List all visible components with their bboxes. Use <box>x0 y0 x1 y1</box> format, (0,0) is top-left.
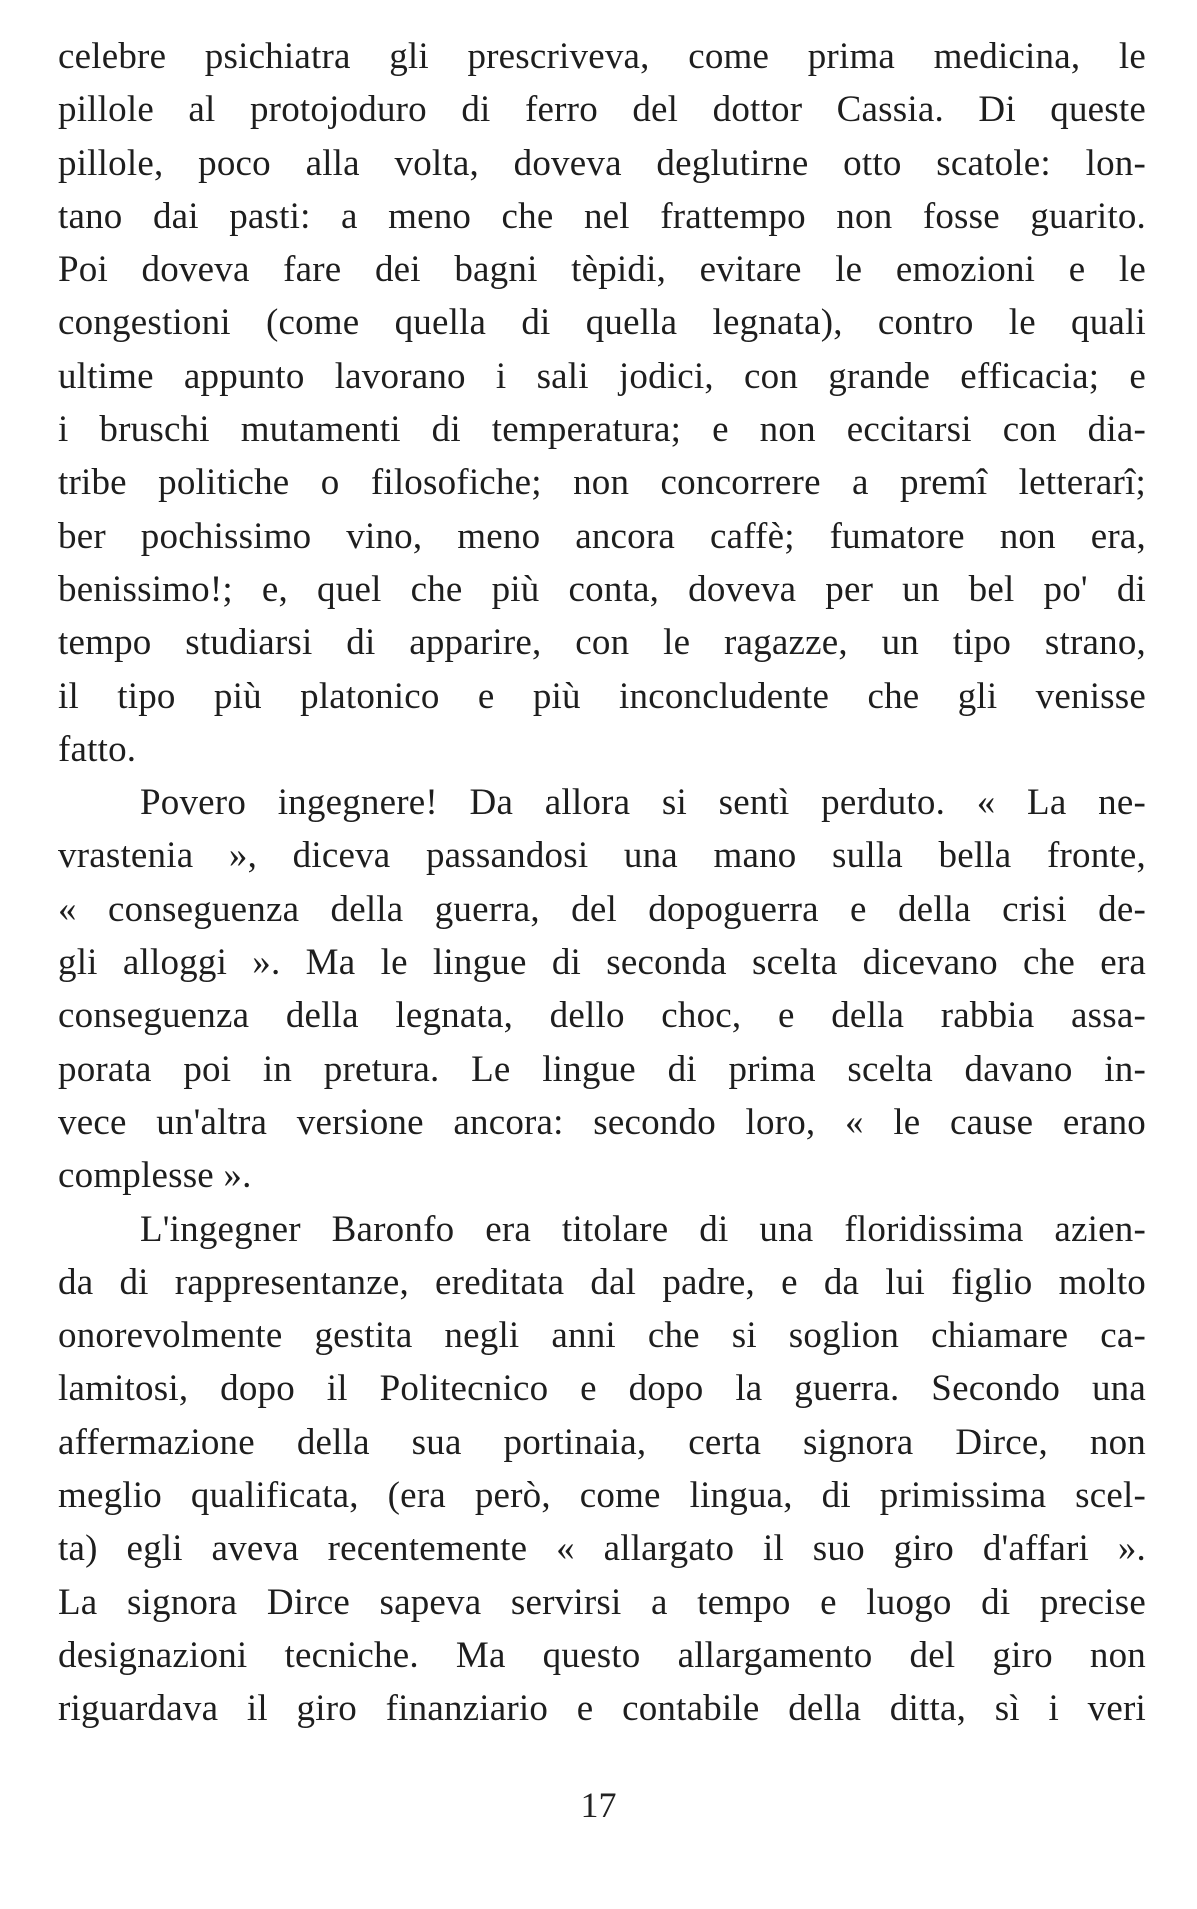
text-line: porata poi in pretura. Le lingue di prima scelta davano in- <box>58 1048 1146 1090</box>
page-number: 17 <box>580 1785 617 1825</box>
paragraph-start-line: L'ingegner Baronfo era titolare di una floridissima azien- <box>140 1208 1146 1250</box>
text-line: congestioni (come quella di quella legnata), contro le quali <box>58 302 1146 344</box>
text-line: riguardava il giro finanziario e contabile della ditta, sì i veri <box>58 1688 1146 1730</box>
text-line: affermazione della sua portinaia, certa signora Dirce, non <box>58 1421 1146 1463</box>
text-line: vece un'altra versione ancora: secondo loro, « le cause erano <box>58 1101 1146 1143</box>
body-text <box>58 30 1146 1736</box>
text-line: onorevolmente gestita negli anni che si soglion chiamare ca- <box>58 1315 1146 1357</box>
text-line: tano dai pasti: a meno che nel frattempo non fosse guarito. <box>58 195 1146 237</box>
paragraph-end-line: fatto. <box>58 728 137 770</box>
text-line: gli alloggi ». Ma le lingue di seconda scelta dicevano che era <box>58 942 1146 984</box>
text-line: ultime appunto lavorano i sali jodici, con grande efficacia; e <box>58 355 1146 397</box>
text-line: La signora Dirce sapeva servirsi a tempo e luogo di precise <box>58 1581 1146 1623</box>
text-line: ber pochissimo vino, meno ancora caffè; fumatore non era, <box>58 515 1146 557</box>
text-line: ta) egli aveva recentemente « allargato il suo giro d'affari ». <box>58 1528 1146 1570</box>
text-line: celebre psichiatra gli prescriveva, come prima medicina, le <box>58 36 1146 77</box>
text-line: designazioni tecniche. Ma questo allargamento del giro non <box>58 1634 1146 1676</box>
text-line: lamitosi, dopo il Politecnico e dopo la guerra. Secondo una <box>58 1368 1146 1410</box>
text-line: vrastenia », diceva passandosi una mano sulla bella fronte, <box>58 835 1146 877</box>
text-line: tempo studiarsi di apparire, con le ragazze, un tipo strano, <box>58 622 1146 664</box>
text-line: i bruschi mutamenti di temperatura; e non eccitarsi con dia- <box>58 409 1146 451</box>
paragraph-start-line: Povero ingegnere! Da allora si sentì perduto. « La ne- <box>140 782 1146 824</box>
text-line: benissimo!; e, quel che più conta, doveva per un bel po' di <box>58 568 1146 610</box>
text-line: meglio qualificata, (era però, come lingua, di primissima scel- <box>58 1475 1146 1517</box>
text-line: tribe politiche o filosofiche; non concorrere a premî letterarî; <box>58 462 1146 504</box>
paragraph-end-line: complesse ». <box>58 1155 252 1197</box>
text-line: pillole, poco alla volta, doveva deglutirne otto scatole: lon- <box>58 142 1146 184</box>
text-line: pillole al protojoduro di ferro del dottor Cassia. Di queste <box>58 89 1146 131</box>
text-line: da di rappresentanze, ereditata dal padre, e da lui figlio molto <box>58 1261 1146 1303</box>
text-line: Poi doveva fare dei bagni tèpidi, evitare le emozioni e le <box>58 249 1146 291</box>
text-line: conseguenza della legnata, dello choc, e della rabbia assa- <box>58 995 1146 1037</box>
text-line: il tipo più platonico e più inconcludente che gli venisse <box>58 675 1146 717</box>
text-line: « conseguenza della guerra, del dopoguerra e della crisi de- <box>58 888 1146 930</box>
